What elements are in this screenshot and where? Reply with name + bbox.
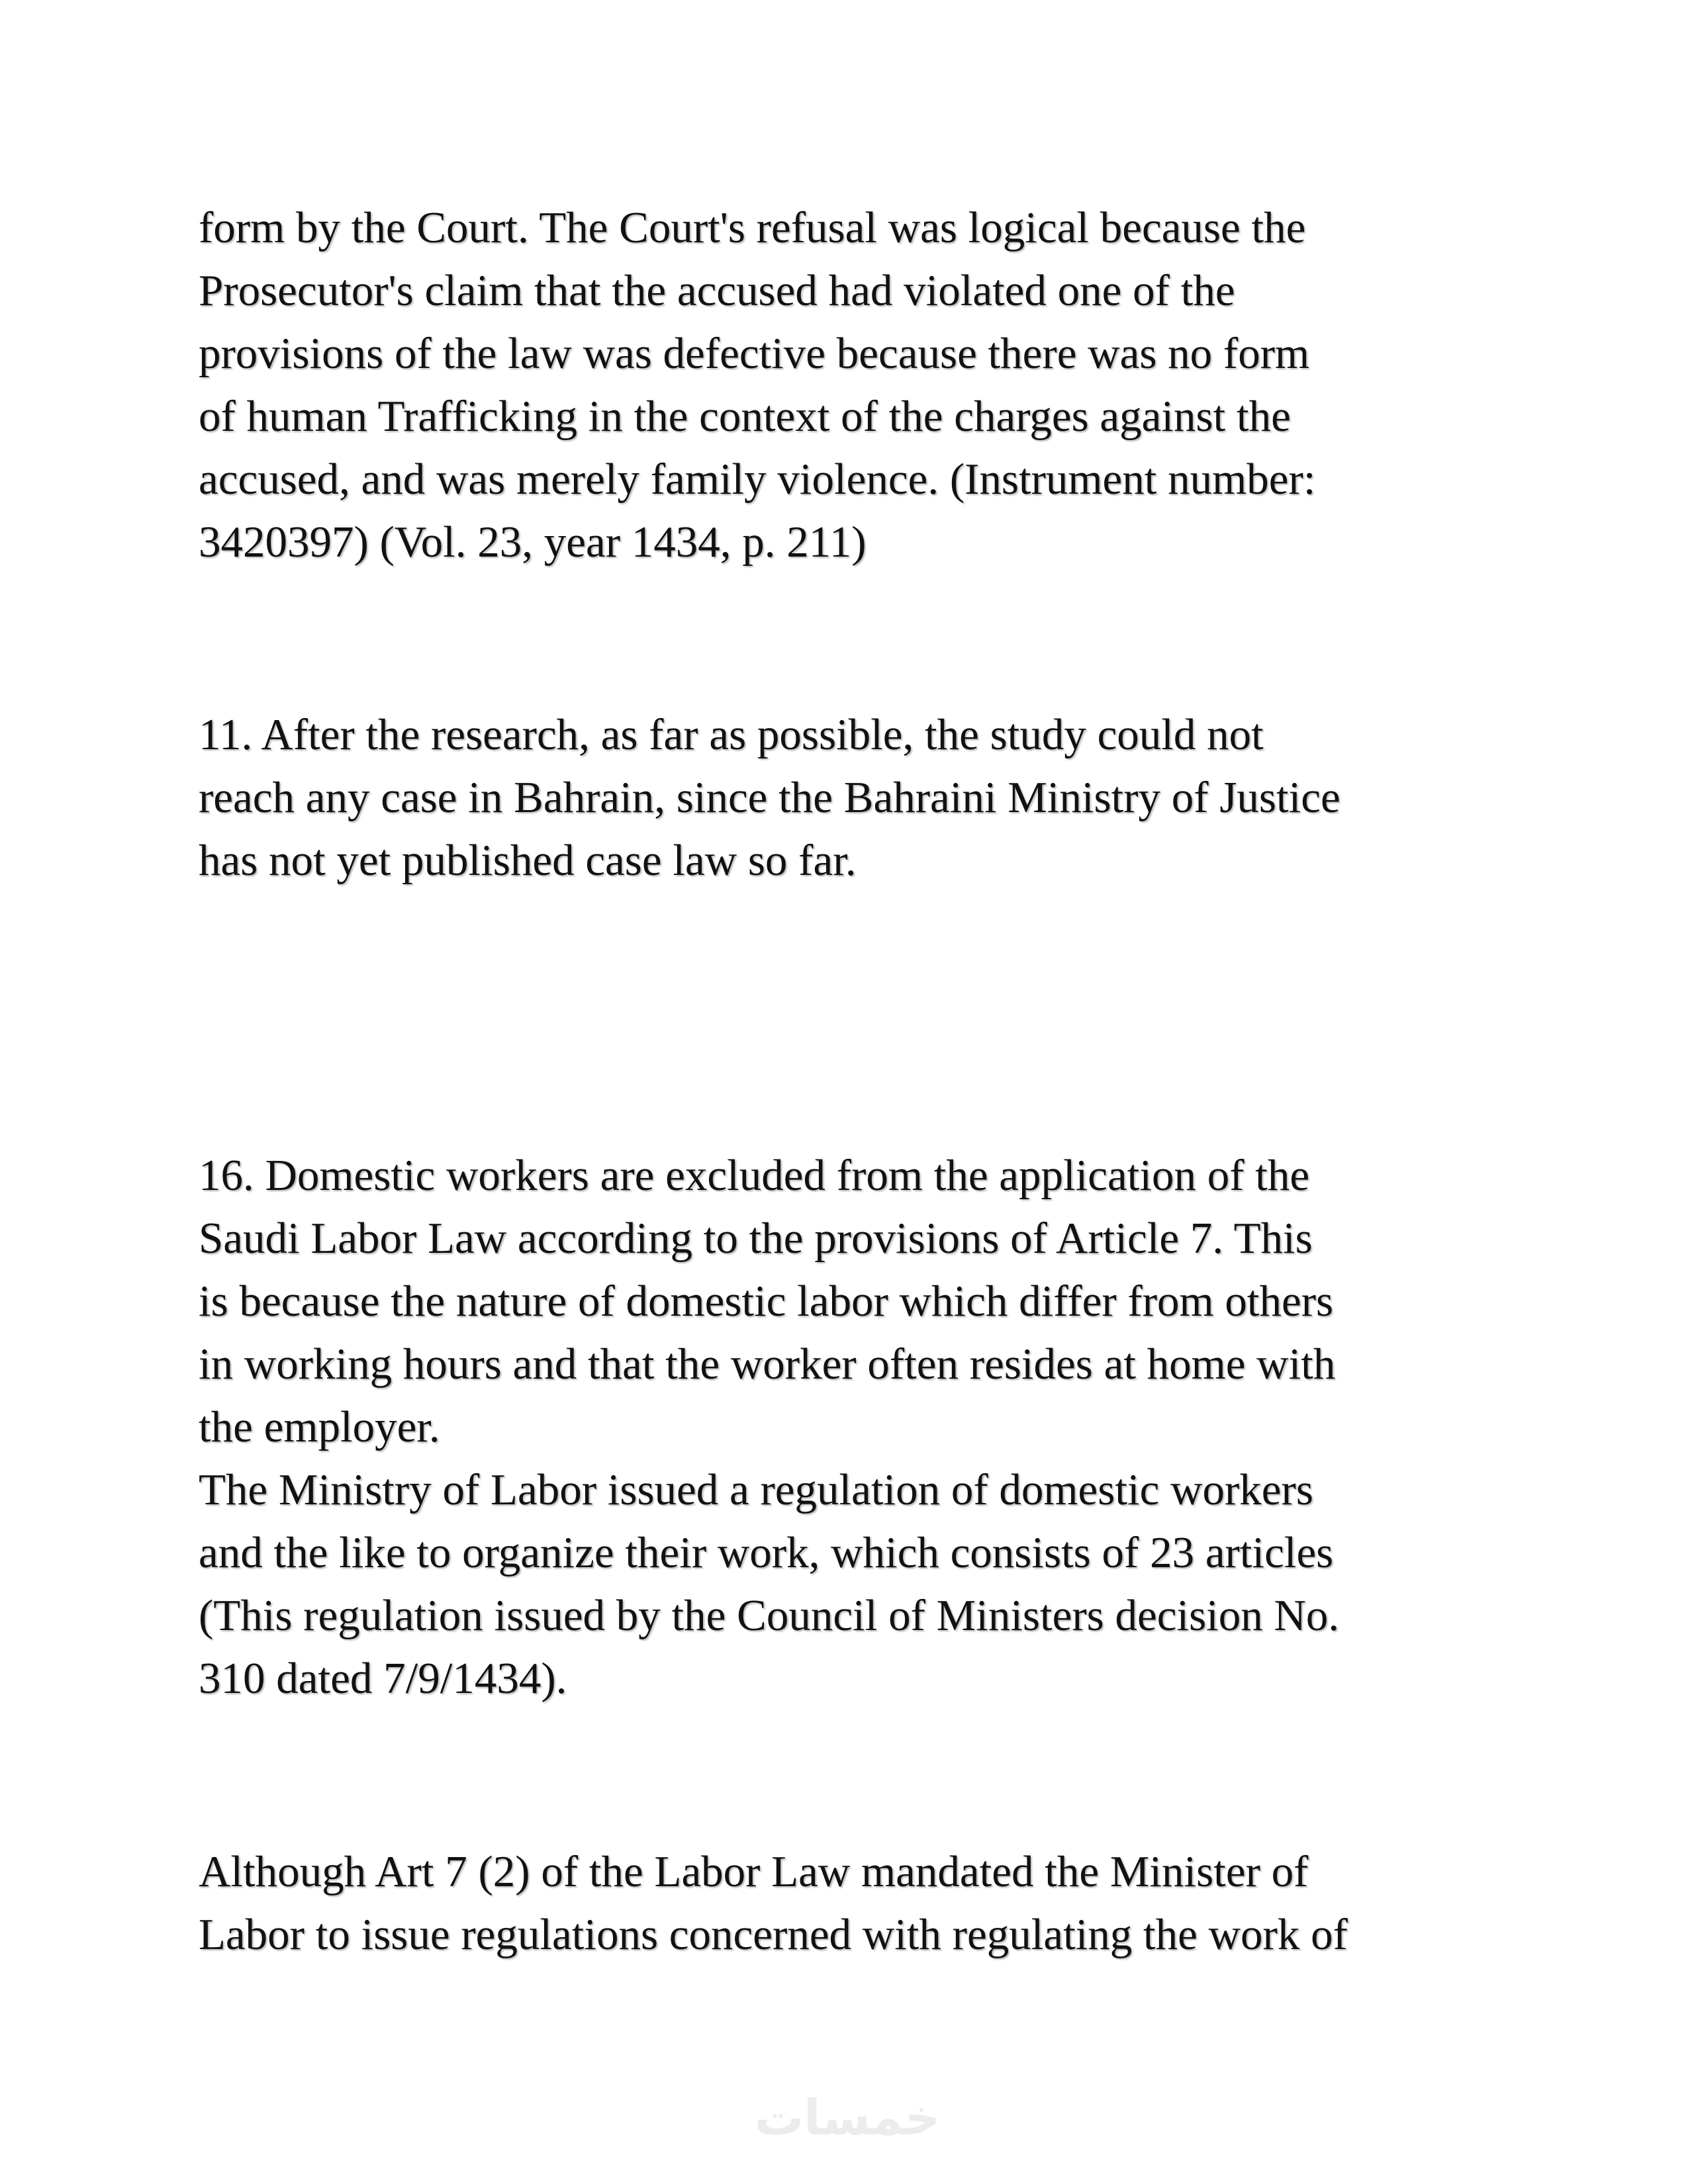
text-line: accused, and was merely family violence. (Instrument number: [199,455,1316,504]
paragraph-note-16 [199,1144,1523,1710]
text-line: provisions of the law was defective because there was no form [199,329,1310,378]
text-line: and the like to organize their work, which consists of 23 articles [199,1528,1334,1577]
text-line: (This regulation issued by the Council of Ministers decision No. [199,1591,1340,1640]
text-line: 11. After the research, as far as possible, the study could not [199,710,1264,759]
paragraph-labor-law-art7 [199,1841,1523,1966]
text-line: Although Art 7 (2) of the Labor Law mandated the Minister of [199,1847,1309,1896]
watermark-logo: خمسات [754,2089,941,2146]
text-line: in working hours and that the worker often resides at home with [199,1340,1336,1388]
text-line: The Ministry of Labor issued a regulation of domestic workers [199,1465,1313,1514]
text-line: 310 dated 7/9/1434). [199,1654,567,1703]
text-line: 16. Domestic workers are excluded from the application of the [199,1151,1310,1200]
text-line: of human Trafficking in the context of the charges against the [199,392,1291,441]
paragraph-note-11 [199,704,1523,892]
text-line: reach any case in Bahrain, since the Bahraini Ministry of Justice [199,773,1340,822]
text-line: Prosecutor's claim that the accused had violated one of the [199,266,1235,315]
paragraph-court-refusal [199,197,1523,574]
text-line: is because the nature of domestic labor which differ from others [199,1277,1334,1326]
text-line: has not yet published case law so far. [199,836,857,885]
text-line: 3420397) (Vol. 23, year 1434, p. 211) [199,518,867,567]
text-line: form by the Court. The Court's refusal was logical because the [199,203,1306,252]
text-line: Labor to issue regulations concerned with regulating the work of [199,1910,1348,1959]
text-line: Saudi Labor Law according to the provisions of Article 7. This [199,1214,1313,1263]
text-line: the employer. [199,1402,440,1451]
